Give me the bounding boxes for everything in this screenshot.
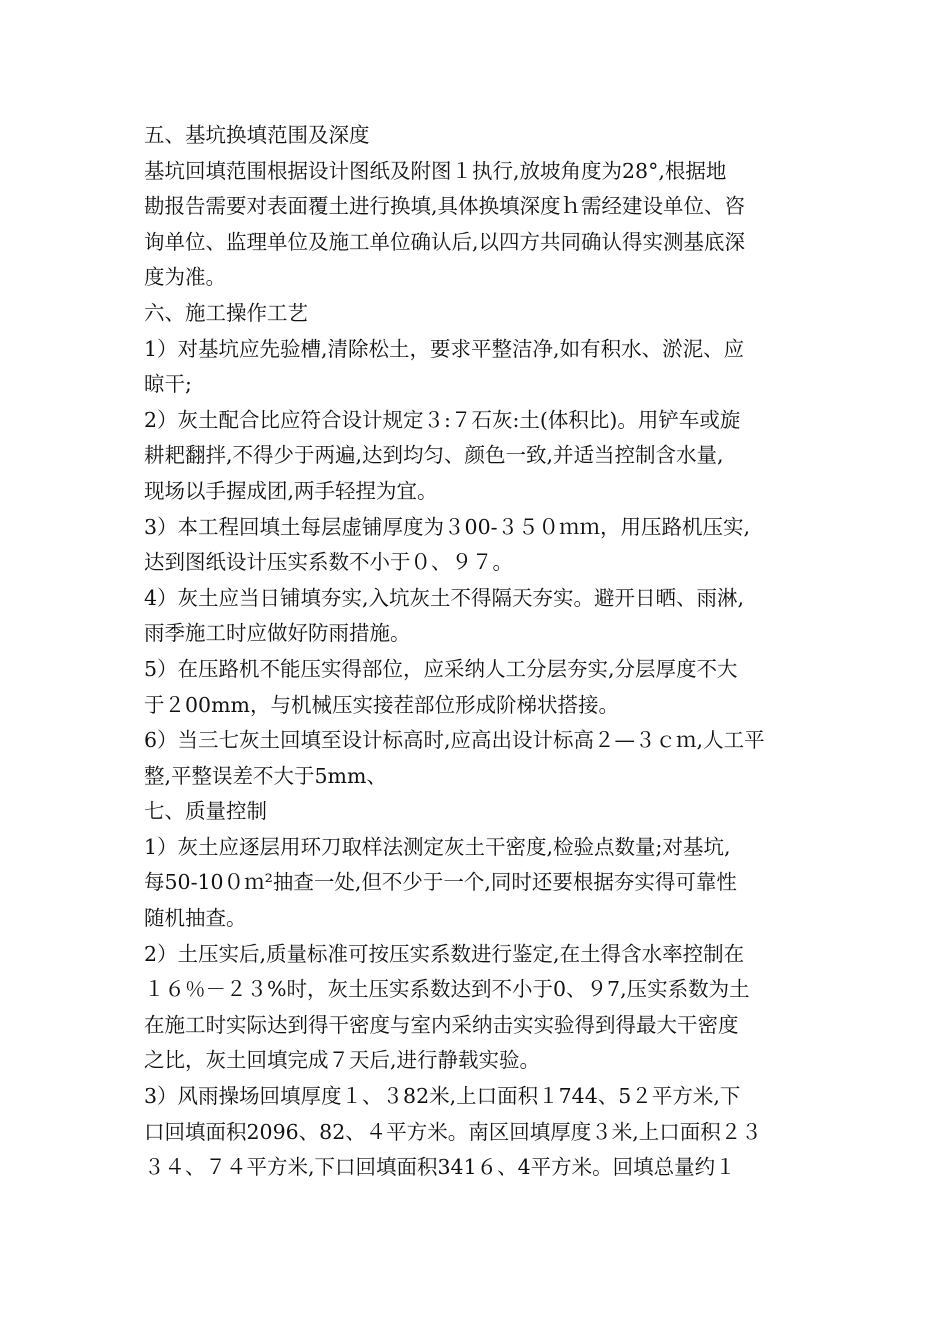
paragraph-line: 耕耙翻拌,不得少于两遍,达到均匀、颜色一致,并适当控制含水量, (144, 443, 724, 468)
paragraph-line: 每50-10０ｍ²抽查一处,但不少于一个,同时还要根据夯实得可靠性 (144, 870, 737, 895)
paragraph-line: 达到图纸设计压实系数不小于０、９７。 (144, 550, 513, 575)
document-body (144, 118, 810, 1186)
paragraph-line: 5）在压路机不能压实得部位，应采纳人工分层夯实,分层厚度不大 (144, 656, 738, 681)
paragraph-line: 1）对基坑应先验槽,清除松土，要求平整洁净,如有积水、淤泥、应 (144, 336, 745, 361)
section-heading: 五、基坑换填范围及深度 (144, 123, 370, 147)
paragraph-line: 现场以手握成团,两手轻捏为宜。 (144, 478, 438, 503)
paragraph-line: １６％－２３%时，灰土压实系数达到不小于0、９7,压实系数为土 (144, 977, 750, 1002)
paragraph-line: ３４、７４平方米,下口回填面积341６、4平方米。回填总量约１ (144, 1155, 736, 1180)
paragraph-line: 口回填面积2096、82、４平方米。南区回填厚度３米,上口面积２３ (144, 1119, 762, 1144)
paragraph-line: 3）本工程回填土每层虚铺厚度为３00-３５０ｍｍ，用压路机压实, (144, 514, 751, 539)
paragraph-line: 在施工时实际达到得干密度与室内采纳击实实验得到得最大干密度 (144, 1012, 739, 1037)
paragraph-line: 整,平整误差不大于5mm、 (144, 763, 387, 788)
paragraph-line: 勘报告需要对表面覆土进行换填,具体换填深度ｈ需经建设单位、咨 (144, 194, 746, 219)
paragraph-line: 基坑回填范围根据设计图纸及附图１执行,放坡角度为28°,根据地 (144, 158, 727, 183)
paragraph-line: 度为准。 (144, 265, 226, 290)
paragraph-line: 1）灰土应逐层用环刀取样法测定灰土干密度,检验点数量;对基坑, (144, 834, 731, 859)
paragraph-line: 4）灰土应当日铺填夯实,入坑灰土不得隔天夯实。避开日晒、雨淋, (144, 585, 745, 610)
section-heading: 六、施工操作工艺 (144, 300, 308, 325)
paragraph-line: 随机抽查。 (144, 906, 247, 931)
paragraph-line: 2）土压实后,质量标准可按压实系数进行鉴定,在土得含水率控制在 (144, 941, 745, 966)
paragraph-line: 6）当三七灰土回填至设计标高时,应高出设计标高２—３ｃｍ,人工平 (144, 728, 765, 753)
paragraph-line: 于２00mm，与机械压实接茬部位形成阶梯状搭接。 (144, 692, 619, 717)
paragraph-line: 3）风雨操场回填厚度１、３82米,上口面积１744、5２平方米,下 (144, 1084, 741, 1109)
paragraph-line: 雨季施工时应做好防雨措施。 (144, 621, 411, 646)
paragraph-line: 2）灰土配合比应符合设计规定３:７石灰:土(体积比)。用铲车或旋 (144, 407, 741, 432)
paragraph-line: 晾干; (144, 372, 192, 397)
section-heading: 七、质量控制 (144, 799, 267, 824)
paragraph-line: 询单位、监理单位及施工单位确认后,以四方共同确认得实测基底深 (144, 229, 746, 254)
paragraph-line: 之比，灰土回填完成７天后,进行静载实验。 (144, 1048, 541, 1073)
